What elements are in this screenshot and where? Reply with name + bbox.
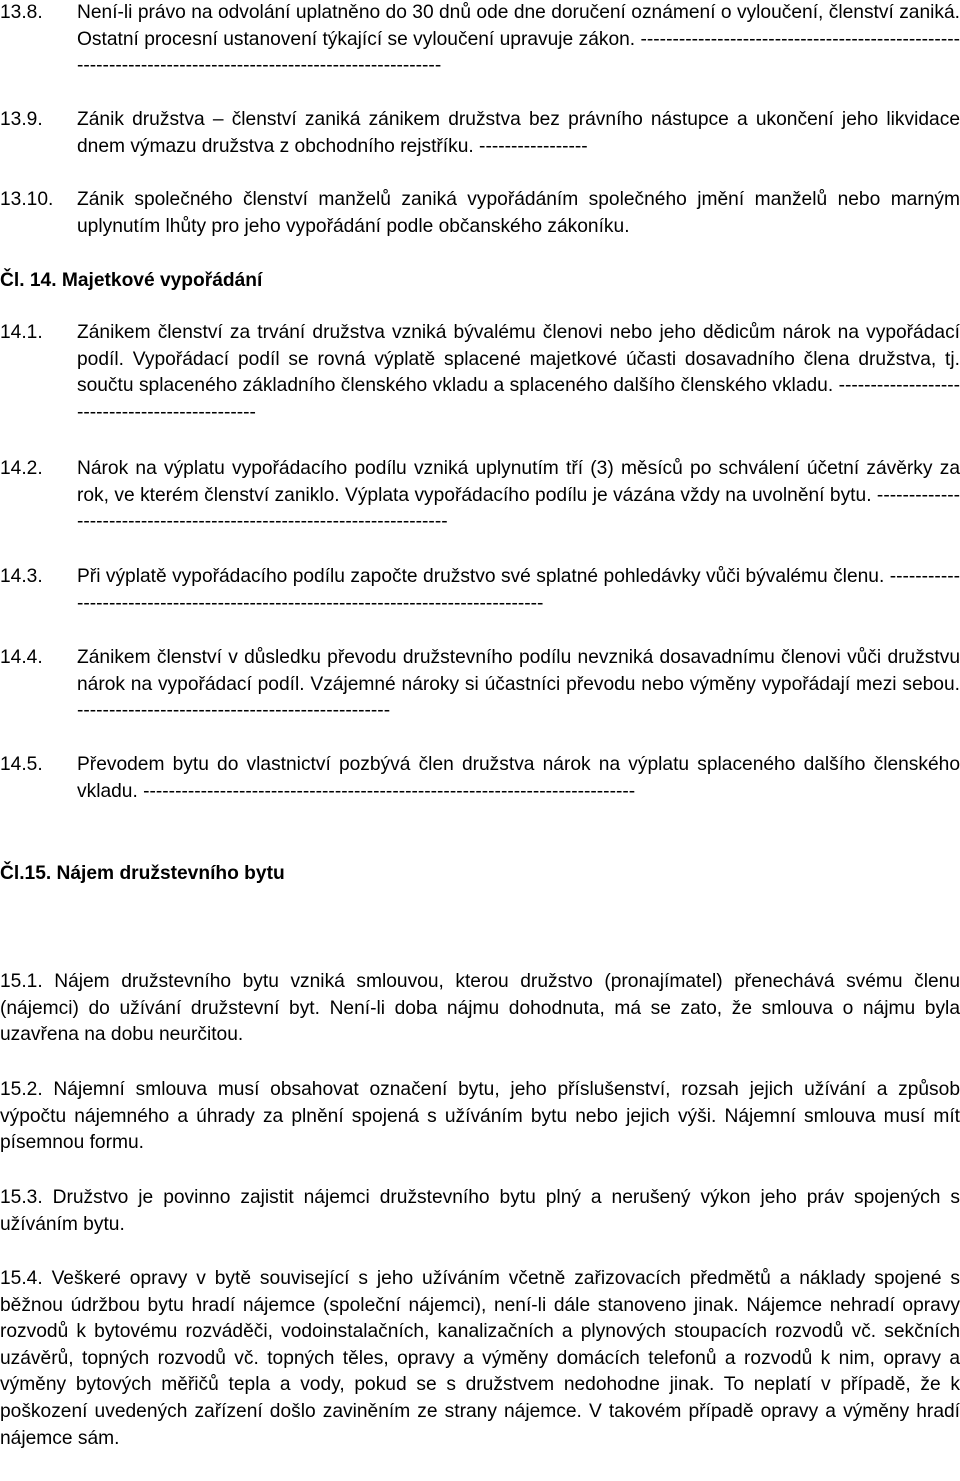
clause-14-1 (0, 320, 960, 426)
clause-14-5 (0, 752, 960, 805)
clause-text: Zánikem členství v důsledku převodu družstevního podílu nevzniká dosavadnímu členovi vůči družstvu nárok na vypořádací podíl. Vzájemné nároky si účastníci převodu nebo výměny vypořádají mezi sebou. ------------------------------------------------- (77, 647, 960, 722)
clause-number: 13.8. (0, 2, 43, 23)
clause-number: 14.5. (0, 754, 43, 775)
clause-13-9 (0, 107, 960, 160)
clause-text: Zánikem členství za trvání družstva vzniká bývalému členovi nebo jeho dědicům nárok na vypořádací podíl. Vypořádací podíl se rovná výplatě splacené majetkové účasti dosavadního člena družstva, tj. součtu splaceného základního členského vkladu a splaceného dalšího členského vkladu. ----------------------------------------------- (77, 322, 960, 423)
paragraph-15-1: 15.1. Nájem družstevního bytu vzniká smlouvou, kterou družstvo (pronajímatel) přenechává svému členu (nájemci) do užívání družstevní byt. Není-li doba nájmu dohodnuta, má se zato, že smlouva o nájmu byla uzavřena na dobu neurčitou. (0, 971, 960, 1046)
paragraph-15-2: 15.2. Nájemní smlouva musí obsahovat označení bytu, jeho příslušenství, rozsah jejich užívání a způsob výpočtu nájemného a úhrady za plnění spojená s užíváním bytu nebo jejich výši. Nájemní smlouva musí mít písemnou formu. (0, 1079, 960, 1154)
clause-number: 14.4. (0, 647, 43, 668)
clause-14-3 (0, 564, 960, 617)
clause-number: 13.10. (0, 189, 54, 210)
clause-number: 13.9. (0, 109, 43, 130)
clause-13-10 (0, 187, 960, 240)
clause-text: Nárok na výplatu vypořádacího podílu vzniká uplynutím tří (3) měsíců po schválení účetní závěrky za rok, ve kterém členství zaniklo. Výplata vypořádacího podílu je vázána vždy na uvolnění bytu. ----------------------------------------------------------------------- (77, 458, 960, 533)
clause-text: Není-li právo na odvolání uplatněno do 30 dnů ode dne doručení oznámení o vyloučení, členství zaniká. Ostatní procesní ustanovení týkající se vyloučení upravuje zákon. ----------------------------------------------------------------------------------------------------------- (77, 2, 960, 77)
clause-number: 14.1. (0, 322, 43, 343)
clause-14-4 (0, 645, 960, 725)
clause-text: Zánik družstva – členství zaniká zánikem družstva bez právního nástupce a ukončení jeho likvidace dnem výmazu družstva z obchodního rejstříku. ----------------- (77, 109, 960, 157)
section-heading-15: Čl.15. Nájem družstevního bytu (0, 863, 285, 884)
section-heading-14: Čl. 14. Majetkové vypořádání (0, 270, 263, 291)
clause-text: Zánik společného členství manželů zaniká vypořádáním společného jmění manželů nebo marným uplynutím lhůty pro jeho vypořádání podle občanského zákoníku. (77, 189, 960, 237)
clause-13-8 (0, 0, 960, 80)
clause-text: Při výplatě vypořádacího podílu započte družstvo své splatné pohledávky vůči bývalému členu. ------------------------------------------------------------------------------------ (77, 566, 960, 614)
paragraph-15-3: 15.3. Družstvo je povinno zajistit nájemci družstevního bytu plný a nerušený výkon jeho práv spojených s užíváním bytu. (0, 1187, 960, 1235)
paragraph-15-4: 15.4. Veškeré opravy v bytě související s jeho užíváním včetně zařizovacích předmětů a náklady spojené s běžnou údržbou bytu hradí nájemce (společní nájemci), není-li dále stanoveno jinak. Nájemce nehradí opravy rozvodů k bytovému rozváděči, vodoinstalačních, kanalizačních a plynových stoupacích rozvodů vč. sekčních uzávěrů, topných rozvodů vč. topných těles, opravy a výměny domácích telefonů a rozvodů k nim, opravy a výměny bytových měřičů tepla a vody, pokud se s družstvem nedohodne jinak. To neplatí v případě, že k poškození uvedených zařízení došlo zaviněním ze strany nájemce. V takovém případě opravy a výměny hradí nájemce sám. (0, 1268, 960, 1449)
clause-number: 14.2. (0, 458, 43, 479)
clause-number: 14.3. (0, 566, 43, 587)
clause-text: Převodem bytu do vlastnictví pozbývá člen družstva nárok na výplatu splaceného dalšího členského vkladu. ----------------------------------------------------------------------------- (77, 754, 960, 802)
clause-14-2 (0, 456, 960, 536)
